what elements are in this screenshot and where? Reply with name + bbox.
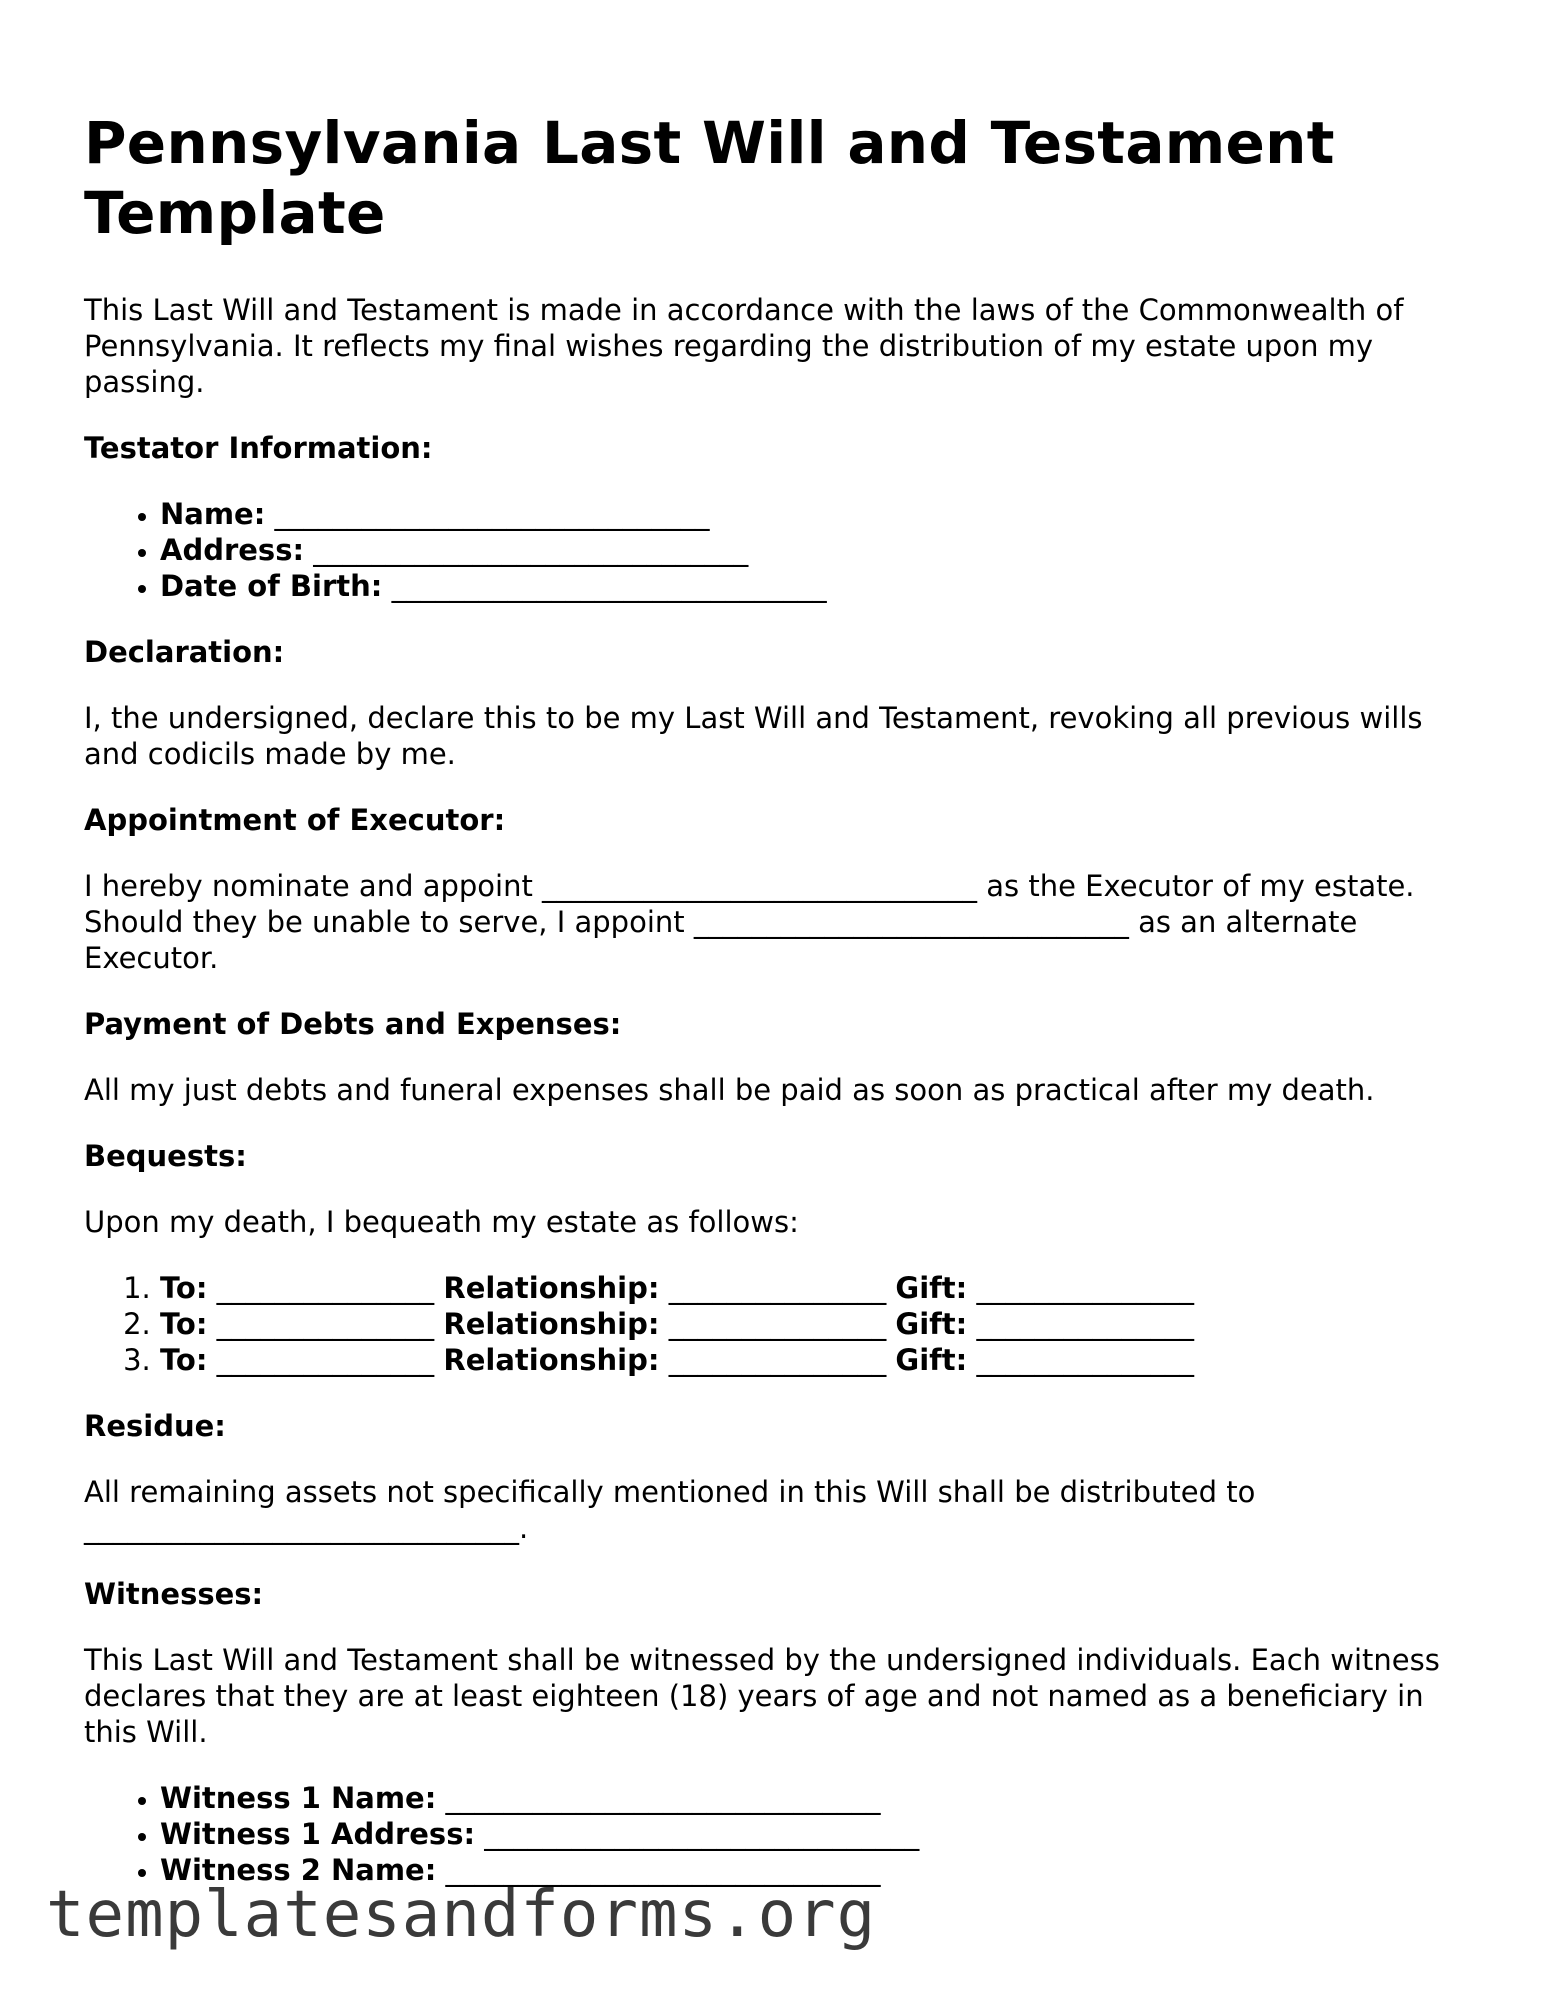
bequests-list — [84, 1270, 1484, 1378]
blank-line: ______________________________ — [445, 1853, 881, 1887]
bequests-heading: Bequests: — [84, 1139, 247, 1173]
blank-line: _______________ — [668, 1343, 887, 1377]
list-item — [160, 1342, 1484, 1378]
blank-line: ______________________________ — [313, 533, 749, 567]
executor-heading: Appointment of Executor: — [84, 803, 506, 837]
blank-line: ______________________________ — [445, 1781, 881, 1815]
intro-paragraph: This Last Will and Testament is made in accordance with the laws of the Commonwealth of Pennsylvania. It reflects my final wishes regarding the distribution of my estate upon my passing. — [84, 293, 1404, 399]
field-label: Witness 1 Address: — [160, 1817, 476, 1851]
list-item — [160, 532, 1484, 568]
list-item — [160, 1780, 1484, 1816]
relationship-label: Relationship: — [443, 1271, 660, 1305]
declaration-heading: Declaration: — [84, 635, 285, 669]
bequests-intro: Upon my death, I bequeath my estate as follows: — [84, 1205, 799, 1239]
blank-line: _______________ — [216, 1271, 435, 1305]
witnesses-list — [84, 1780, 1484, 1888]
blank-line: ______________________________ — [484, 1817, 920, 1851]
executor-text: I hereby nominate and appoint ______________________________ as the Executor of my estate. Should they be unable to serve, I appoint ______________________________ as an alternate Executor. — [84, 869, 1415, 975]
watermark: templatesandforms.org — [46, 1878, 877, 1952]
debts-heading: Payment of Debts and Expenses: — [84, 1007, 622, 1041]
to-label: To: — [160, 1343, 208, 1377]
witnesses-text: This Last Will and Testament shall be witnessed by the undersigned individuals. Each witness declares that they are at least eighteen (18) years of age and not named as a beneficiary in this Will. — [84, 1643, 1440, 1749]
document-title: Pennsylvania Last Will and Testament Template — [84, 109, 1335, 247]
list-item — [160, 1270, 1484, 1306]
blank-line: _______________ — [668, 1307, 887, 1341]
blank-line: ______________________________ — [274, 497, 710, 531]
field-label: Name: — [160, 497, 266, 531]
residue-text: All remaining assets not specifically mentioned in this Will shall be distributed to ______________________________. — [84, 1475, 1256, 1545]
blank-line: _______________ — [668, 1271, 887, 1305]
field-label: Witness 2 Name: — [160, 1853, 437, 1887]
list-item — [160, 496, 1484, 532]
blank-line: _______________ — [976, 1343, 1194, 1377]
blank-line: _______________ — [216, 1307, 435, 1341]
residue-heading: Residue: — [84, 1409, 226, 1443]
blank-line: _______________ — [976, 1271, 1194, 1305]
gift-label: Gift: — [895, 1343, 968, 1377]
testator-info-list — [84, 496, 1484, 604]
testator-heading: Testator Information: — [84, 431, 433, 465]
list-item — [160, 1816, 1484, 1852]
field-label: Date of Birth: — [160, 569, 383, 603]
blank-line: _______________ — [216, 1343, 435, 1377]
blank-line: ______________________________ — [391, 569, 827, 603]
list-item — [160, 1306, 1484, 1342]
debts-text: All my just debts and funeral expenses shall be paid as soon as practical after my death. — [84, 1073, 1375, 1107]
field-label: Address: — [160, 533, 305, 567]
declaration-text: I, the undersigned, declare this to be my Last Will and Testament, revoking all previous wills and codicils made by me. — [84, 701, 1423, 771]
gift-label: Gift: — [895, 1271, 968, 1305]
relationship-label: Relationship: — [443, 1343, 660, 1377]
relationship-label: Relationship: — [443, 1307, 660, 1341]
field-label: Witness 1 Name: — [160, 1781, 437, 1815]
document-page — [84, 108, 1484, 1918]
to-label: To: — [160, 1307, 208, 1341]
blank-line: _______________ — [976, 1307, 1194, 1341]
witnesses-heading: Witnesses: — [84, 1577, 264, 1611]
list-item — [160, 568, 1484, 604]
to-label: To: — [160, 1271, 208, 1305]
gift-label: Gift: — [895, 1307, 968, 1341]
